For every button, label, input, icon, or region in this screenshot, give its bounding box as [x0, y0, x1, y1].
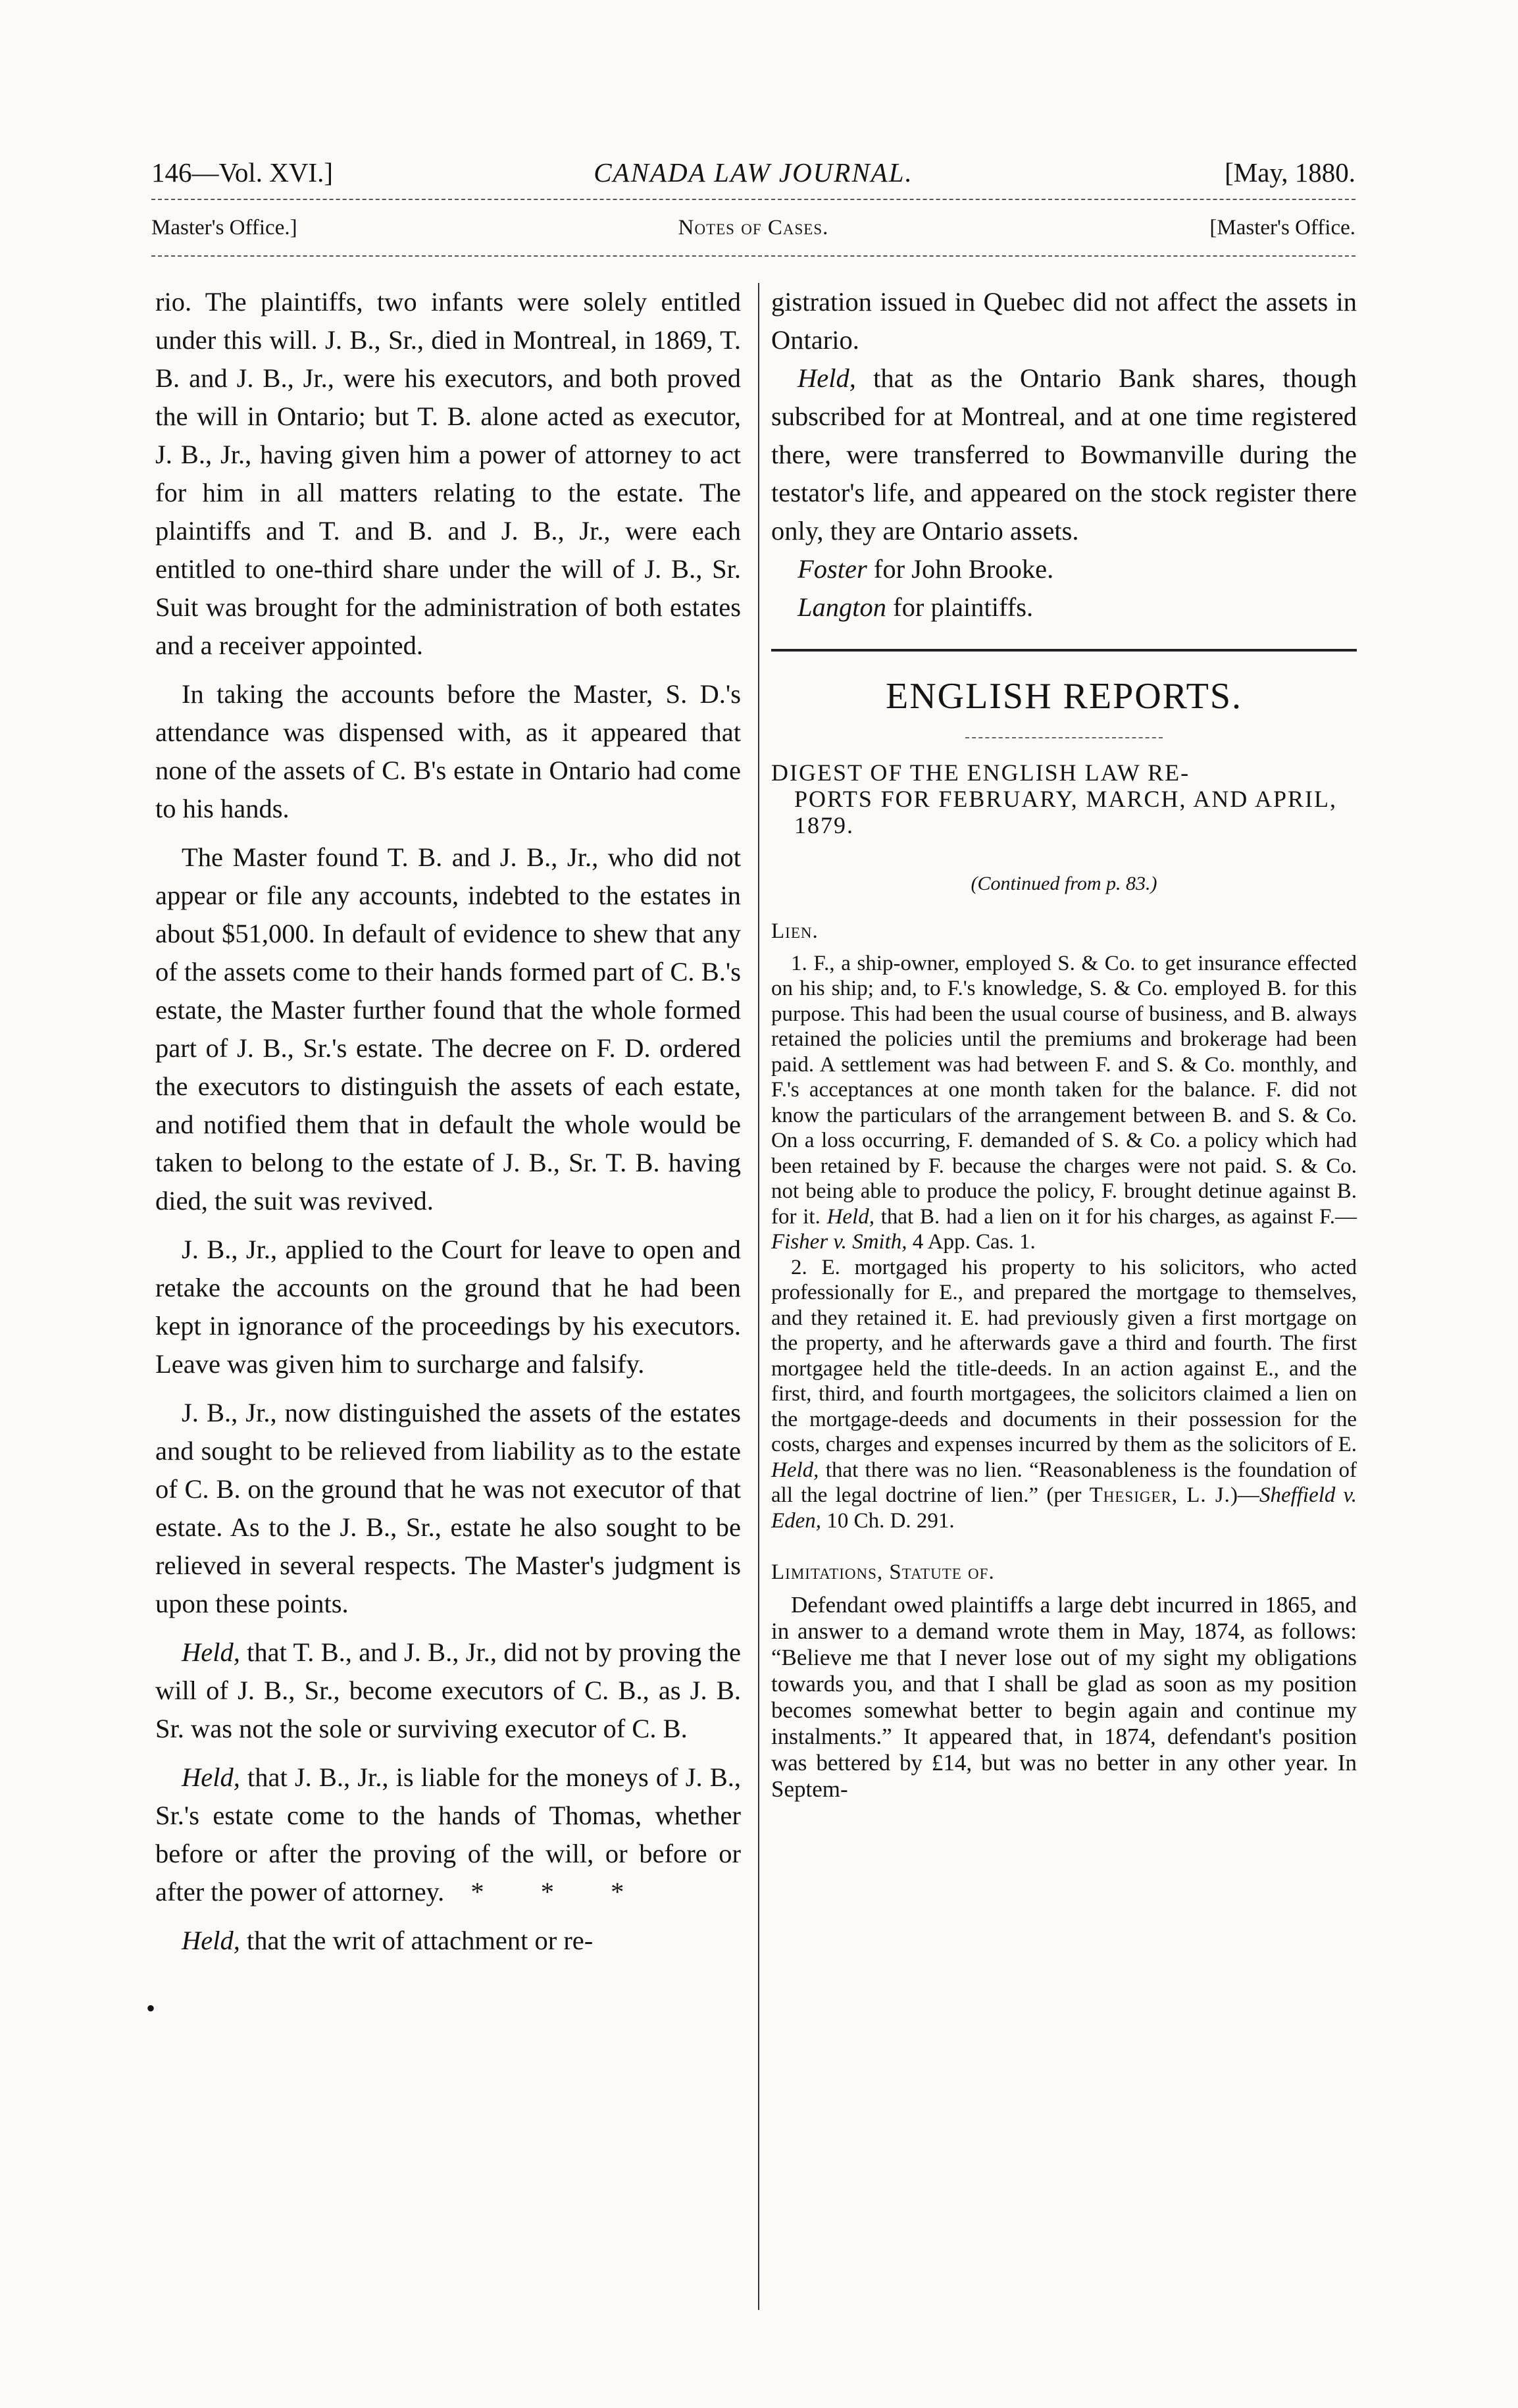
paragraph: J. B., Jr., now distinguished the assets of the estates and sought to be relieved from liability as to the estate of C. B. on the ground that he was not executor of that estate. As to the J. B., Sr., estate he also sought to be relieved in several respects. The Master's judgment is upon these points. [155, 1398, 741, 1618]
held-label: Held, [182, 1926, 240, 1955]
section-left: Master's Office.] [151, 216, 297, 240]
section-right: [Master's Office. [1209, 216, 1355, 240]
title-rule [965, 737, 1163, 738]
paragraph: gistration issued in Quebec did not affect the assets in Ontario. [771, 287, 1357, 355]
section-center: Notes of Cases. [678, 216, 829, 240]
digest-heading: DIGEST OF THE ENGLISH LAW RE- PORTS FOR FEBRUARY, MARCH, AND APRIL, 1879. [771, 759, 1337, 838]
page-volume: 146—Vol. XVI.] [151, 157, 333, 188]
digest-entries [771, 919, 1357, 1803]
journal-title: CANADA LAW JOURNAL. [594, 157, 913, 188]
section-header [151, 216, 1355, 245]
paragraph: Held, that the writ of attachment or re- [182, 1926, 594, 1955]
column-divider [758, 283, 759, 2310]
header-rule [151, 199, 1355, 200]
held-label: Held, [182, 1762, 240, 1792]
right-column [771, 283, 1357, 1803]
case-conclusion [771, 283, 1357, 627]
section-divider [771, 649, 1357, 652]
digest-entry: Defendant owed plaintiffs a large debt incurred in 1865, and in answer to a demand wrote them in May, 1874, as follows: “Believe me that I never lose out of my sight my obligations towards you, and that I shall be glad as soon as my position becomes somewhat better to begin again and continue my instalments.” It appeared that, in 1874, defendant's position was bettered by £14, but was no better in any other year. In Septem- [771, 1591, 1357, 1802]
limitations-heading: Limitations, Statute of. [771, 1560, 995, 1584]
held-label: Held, [797, 363, 856, 393]
paragraph: The Master found T. B. and J. B., Jr., who did not appear or file any accounts, indebted to the estates in about $51,000. In default of evidence to shew that any of the assets come to their hands formed part of C. B.'s estate, the Master further found that the whole formed part of J. B., Sr.'s estate. The decree on F. D. ordered the executors to distinguish the assets of each estate, and notified them that in default the whole would be taken to belong to the estate of J. B., Sr. T. B. having died, the suit was revived. [155, 842, 741, 1216]
section-rule [151, 255, 1355, 257]
counsel-line: Langton for plaintiffs. [797, 592, 1034, 622]
continued-note: (Continued from p. 83.) [971, 873, 1157, 894]
paragraph: J. B., Jr., applied to the Court for leave to open and retake the accounts on the ground that he had been kept in ignorance of the proceedings by his executors. Leave was given him to surcharge and falsify. [155, 1235, 741, 1379]
paragraph: Held, that as the Ontario Bank shares, though subscribed for at Montreal, and at one time registered there, were transferred to Bowmanville during the testator's life, and appeared on the stock register there only, they are Ontario assets. [771, 363, 1357, 546]
paragraph: rio. The plaintiffs, two infants were solely entitled under this will. J. B., Sr., died in Montreal, in 1869, T. B. and J. B., Jr., were his executors, and both proved the will in Ontario; but T. B. alone acted as executor, J. B., Jr., having given him a power of attorney to act for him in all matters relating to the estate. The plaintiffs and T. and B. and J. B., Jr., were each entitled to one-third share under the will of J. B., Sr. Suit was brought for the administration of both estates and a receiver appointed. [155, 287, 741, 660]
digest-entry: 2. E. mortgaged his property to his solicitors, who acted professionally for E., and prepared the mortgage to themselves, and they retained it. E. had previously given a first mortgage on the property, and he afterwards gave a third and fourth. The first mortgagee held the title-deeds. In an action against E., and the first, third, and fourth mortgagees, the solicitors claimed a lien on the mortgage-deeds and documents in their possession for the costs, charges and expenses incurred by them as the solicitors of E. Held, that there was no lien. “Reasonableness is the foundation of all the legal doctrine of lien.” (per Thesiger, L. J.)—Sheffield v. Eden, 10 Ch. D. 291. [771, 1255, 1357, 1533]
asterisks: * * * [470, 1877, 649, 1907]
counsel-line: Foster for John Brooke. [797, 554, 1054, 584]
paragraph: Held, that J. B., Jr., is liable for the moneys of J. B., Sr.'s estate come to the hands of Thomas, whether before or after the proving of the will, or before or after the power of attorney. * * * [155, 1762, 741, 1907]
paragraph: Held, that T. B., and J. B., Jr., did not by proving the will of J. B., Sr., become executors of C. B., as J. B. Sr. was not the sole or surviving executor of C. B. [155, 1637, 741, 1743]
paragraph: In taking the accounts before the Master, S. D.'s attendance was dispensed with, as it appeared that none of the assets of C. B's estate in Ontario had come to his hands. [155, 679, 741, 823]
margin-mark: • [146, 1993, 156, 2023]
digest-entry: 1. F., a ship-owner, employed S. & Co. to get insurance effected on his ship; and, to F.'s knowledge, S. & Co. employed B. for this purpose. This had been the usual course of business, and B. always retained the policies until the premiums and brokerage had been paid. A settlement was had between F. and S. & Co. monthly, and F.'s acceptances at one month taken for the balance. F. did not know the particulars of the arrangement between B. and S. & Co. On a loss occurring, F. demanded of S. & Co. a policy which had been retained by F. because the charges were not paid. S. & Co. not being able to produce the policy, F. brought detinue against B. for it. Held, that B. had a lien on it for his charges, as against F.—Fisher v. Smith, 4 App. Cas. 1. [771, 951, 1357, 1254]
issue-date: [May, 1880. [1225, 157, 1355, 188]
running-header [151, 157, 1355, 190]
section-title: ENGLISH REPORTS. [885, 676, 1242, 717]
lien-heading: Lien. [771, 919, 819, 943]
held-label: Held, [182, 1637, 240, 1667]
left-column [155, 283, 741, 1970]
